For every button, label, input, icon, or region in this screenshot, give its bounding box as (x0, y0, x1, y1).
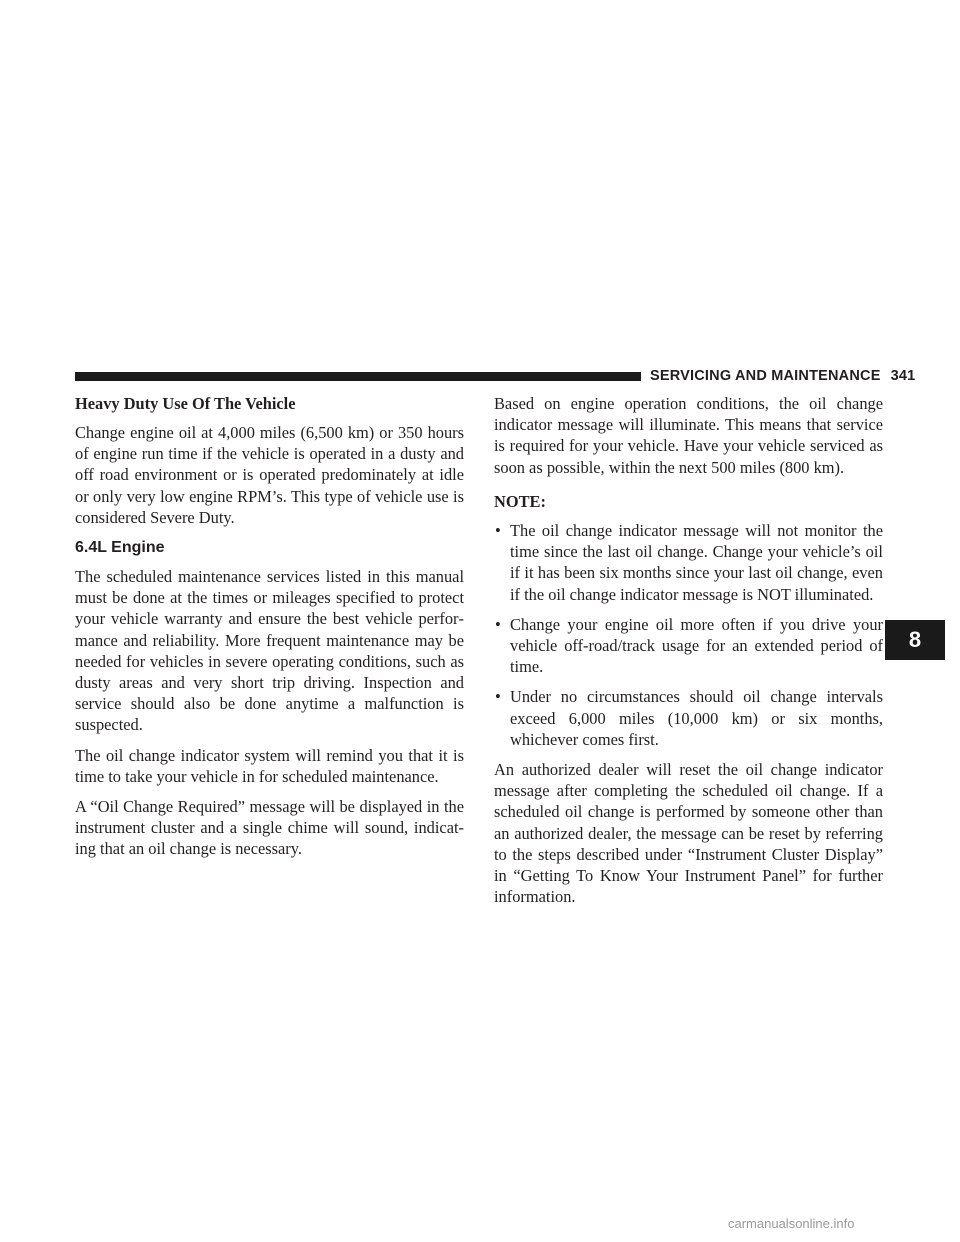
bullet-icon: • (495, 521, 501, 541)
left-column (75, 393, 464, 869)
heading-heavy-duty: Heavy Duty Use Of The Vehicle (75, 394, 296, 413)
note-bullet-list (494, 520, 883, 750)
bullet-icon: • (495, 687, 501, 707)
paragraph-indicator-system: The oil change indicator system will remind you that it is time to take your vehicle in for scheduled maintenance. (75, 745, 464, 786)
heading-engine: 6.4L Engine (75, 539, 165, 557)
list-item (494, 614, 883, 678)
bullet-icon: • (495, 614, 501, 634)
page-number: 341 (890, 368, 916, 384)
bullet-text: Change your engine oil more often if you drive your vehicle off-road/track usage for an extended period of time. (510, 614, 883, 677)
chapter-tab: 8 (885, 620, 945, 660)
note-label: NOTE: (494, 491, 546, 511)
list-item (494, 520, 883, 605)
section-title: SERVICING AND MAINTENANCE (650, 368, 881, 384)
watermark: carmanualsonline.info (728, 1216, 855, 1231)
header-rule (75, 372, 641, 381)
bullet-text: The oil change indicator message will not monitor the time since the last oil change. Change your vehicle’s oil if it has been six months since your last oil change, even if the oil change indicator message is NOT illuminated. (510, 521, 883, 604)
bullet-text: Under no circumstances should oil change intervals exceed 6,000 miles (10,000 km) or six months, whichever comes first. (510, 687, 883, 749)
list-item (494, 686, 883, 750)
paragraph-scheduled-maintenance: The scheduled maintenance services listed in this manual must be done at the times or mileages specified to protect your vehicle warranty and ensure the best vehicle performance and reliability. More frequent maintenance may be needed for vehicles in severe operating conditions, such as dusty areas and very short trip driving. Inspection and service should also be done anytime a malfunction is suspected. (75, 567, 464, 735)
paragraph-dealer-reset: An authorized dealer will reset the oil change indicator message after completing the scheduled oil change. If a scheduled oil change is performed by someone other than an authorized dealer, the message can be reset by referring to the steps described under “Instrument Cluster Display” in “Getting To Know Your Instrument Panel” for further information. (494, 760, 883, 907)
right-column (494, 393, 883, 916)
paragraph-engine-conditions: Based on engine operation conditions, the oil change indicator message will illuminate. This means that service is required for your vehicle. Have your vehicle serviced as soon as possible, within the next 500 miles (800 km). (494, 394, 883, 477)
running-header (650, 368, 916, 384)
paragraph-heavy-duty: Change engine oil at 4,000 miles (6,500 km) or 350 hours of engine run time if the vehicle is operated in a dusty and off road environment or is operated predominately at idle or only very low engine RPM’s. This type of vehicle use is considered Severe Duty. (75, 423, 464, 527)
paragraph-oil-change-message: A “Oil Change Required” message will be displayed in the instrument cluster and a single chime will sound, indicating that an oil change is necessary. (75, 797, 464, 859)
